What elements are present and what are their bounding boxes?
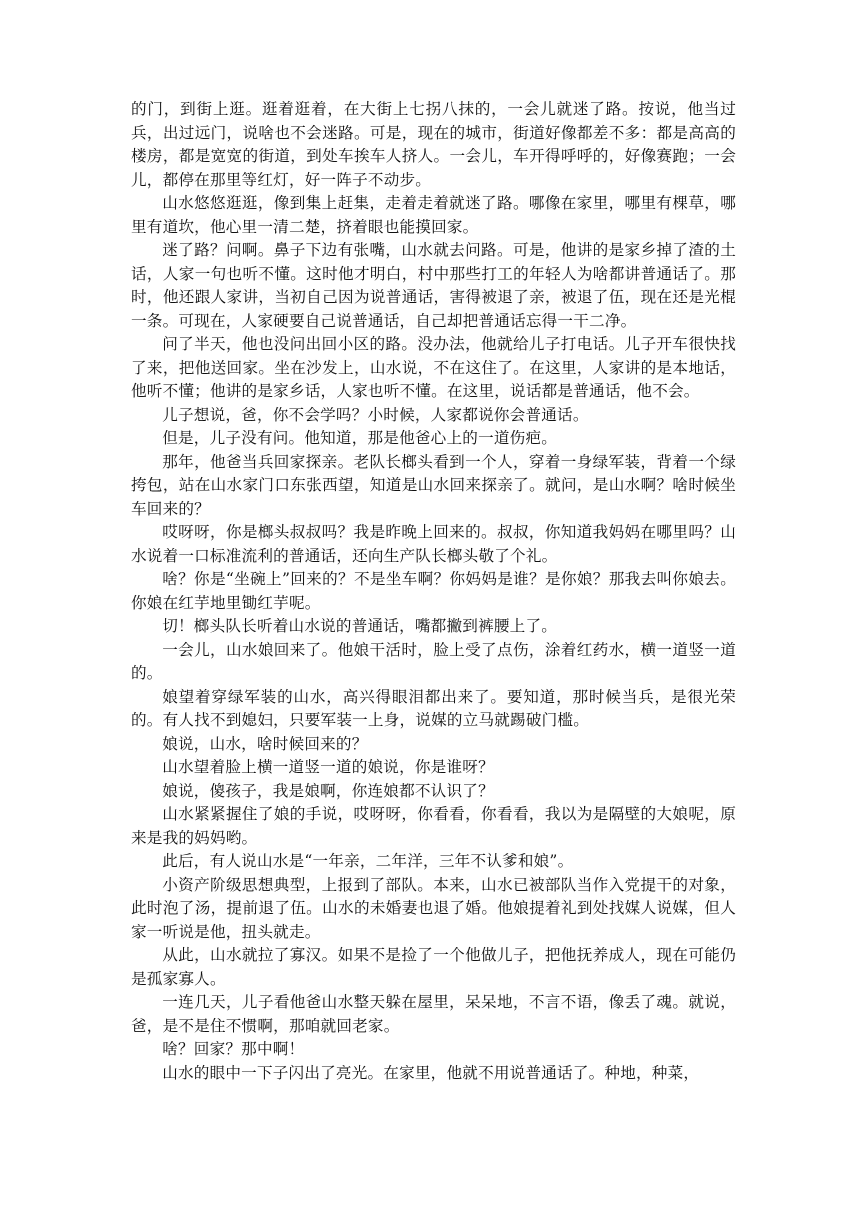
paragraph: 问了半天，他也没问出回小区的路。没办法，他就给儿子打电话。儿子开车很快找了来，把他送回家。坐在沙发上，山水说，不在这住了。在这里，人家讲的是本地话，他听不懂；他讲的是家乡话，人家也听不懂。在这里，说话都是普通话，他不会。 bbox=[131, 335, 736, 400]
paragraph: 啥？回家？那中啊！ bbox=[162, 1040, 305, 1058]
paragraph: 山水悠悠逛逛，像到集上赶集，走着走着就迷了路。哪像在家里，哪里有棵草，哪里有道坎，他心里一清二楚，挤着眼也能摸回家。 bbox=[131, 194, 736, 236]
paragraph: 切！榔头队长听着山水说的普通话，嘴都撇到裤腰上了。 bbox=[162, 617, 558, 635]
paragraph: 山水的眼中一下子闪出了亮光。在家里，他就不用说普通话了。种地，种菜， bbox=[162, 1063, 700, 1082]
paragraph: 那年，他爸当兵回家探亲。老队长榔头看到一个人，穿着一身绿军装，背着一个绿挎包，站在山水家门口东张西望，知道是山水回来探亲了。就问，是山水啊？啥时候坐车回来的？ bbox=[131, 452, 736, 518]
paragraph: 娘说，山水，啥时候回来的？ bbox=[162, 734, 368, 753]
paragraph: 山水望着脸上横一道竖一道的娘说，你是谁呀？ bbox=[162, 758, 494, 776]
paragraph: 山水紧紧握住了娘的手说，哎呀呀，你看看，你看看，我以为是隔壁的大娘呢，原来是我的妈妈哟。 bbox=[131, 805, 736, 847]
paragraph: 娘望着穿绿军装的山水，高兴得眼泪都出来了。要知道，那时候当兵，是很光荣的。有人找不到媳妇，只要军装一上身，说媒的立马就踢破门槛。 bbox=[131, 687, 736, 729]
paragraph: 娘说，傻孩子，我是娘啊，你连娘都不认识了？ bbox=[162, 781, 494, 800]
paragraph: 迷了路？问啊。鼻子下边有张嘴，山水就去问路。可是，他讲的是家乡掉了渣的土话，人家一句也听不懂。这时他才明白，村中那些打工的年轻人为啥都讲普通话了。那时，他还跟人家讲，当初自己因为说普通话，害得被退了亲，被退了伍，现在还是光棍一条。可现在，人家硬要自己说普通话，自己却把普通话忘得一干二净。 bbox=[131, 241, 736, 330]
paragraph: 的门，到街上逛。逛着逛着，在大街上七拐八抹的，一会儿就迷了路。按说，他当过兵，出过远门，说啥也不会迷路。可是，现在的城市，街道好像都差不多：都是高高的楼房，都是宽宽的街道，到处车挨车人挤人。一会儿，车开得呼呼的，好像赛跑；一会儿，都停在那里等红灯，好一阵子不动步。 bbox=[131, 100, 736, 189]
paragraph: 但是，儿子没有问。他知道，那是他爸心上的一道伤疤。 bbox=[162, 429, 558, 447]
paragraph: 此后，有人说山水是“一年亲，二年洋，三年不认爹和娘”。 bbox=[162, 852, 574, 870]
paragraph: 一会儿，山水娘回来了。他娘干活时，脸上受了点伤，涂着红药水，横一道竖一道的。 bbox=[131, 640, 736, 682]
paragraph: 一连几天，儿子看他爸山水整天躲在屋里，呆呆地，不言不语，像丢了魂。就说，爸，是不是住不惯啊，那咱就回老家。 bbox=[131, 993, 736, 1035]
paragraph: 小资产阶级思想典型，上报到了部队。本来，山水已被部队当作入党提干的对象，此时泡了汤，提前退了伍。山水的未婚妻也退了婚。他娘提着礼到处找媒人说媒，但人家一听说是他，扭头就走。 bbox=[131, 875, 736, 941]
paragraph: 儿子想说，爸，你不会学吗？小时候，人家都说你会普通话。 bbox=[162, 405, 589, 424]
paragraph: 哎呀呀，你是榔头叔叔吗？我是昨晚上回来的。叔叔，你知道我妈妈在哪里吗？山水说着一口标准流利的普通话，还向生产队长榔头敬了个礼。 bbox=[131, 523, 736, 565]
document-body bbox=[131, 98, 736, 1085]
paragraph: 从此，山水就拉了寡汉。如果不是捡了一个他做儿子，把他抚养成人，现在可能仍是孤家寡人。 bbox=[131, 946, 736, 988]
paragraph: 啥？你是“坐碗上”回来的？不是坐车啊？你妈妈是谁？是你娘？那我去叫你娘去。你娘在红芋地里锄红芋呢。 bbox=[131, 570, 736, 612]
